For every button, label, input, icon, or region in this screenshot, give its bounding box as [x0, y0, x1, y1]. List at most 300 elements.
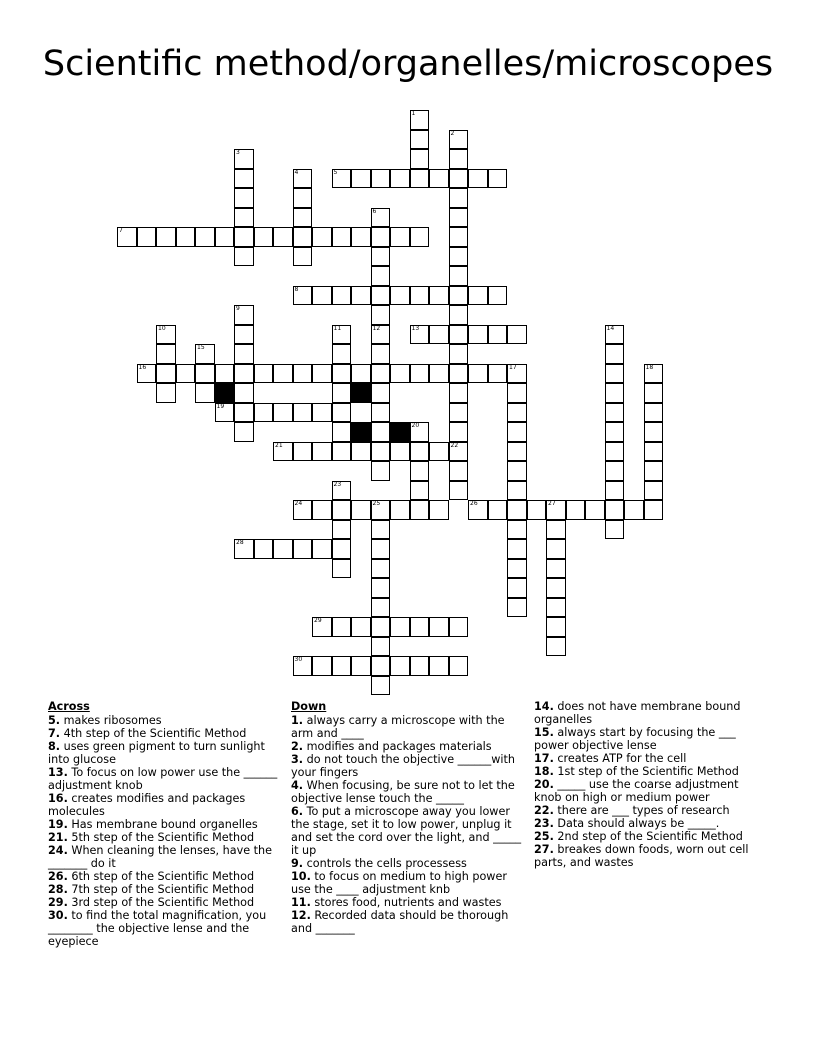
grid-cell[interactable] — [371, 520, 391, 540]
grid-cell[interactable] — [234, 149, 254, 169]
grid-cell[interactable] — [449, 305, 469, 325]
grid-cell[interactable] — [390, 500, 410, 520]
grid-cell[interactable] — [605, 520, 625, 540]
grid-cell[interactable] — [312, 442, 332, 462]
grid-cell[interactable] — [351, 286, 371, 306]
clue-item-text: makes ribosomes — [60, 714, 162, 727]
grid-cell[interactable] — [410, 364, 430, 384]
grid-cell[interactable] — [605, 364, 625, 384]
grid-cell[interactable] — [449, 169, 469, 189]
grid-cell[interactable] — [371, 169, 391, 189]
down-list-continued — [534, 700, 766, 869]
grid-cell[interactable] — [234, 539, 254, 559]
puzzle-title: Scientific method/organelles/microscopes — [42, 44, 774, 84]
grid-cell[interactable] — [449, 227, 469, 247]
grid-cell[interactable] — [371, 617, 391, 637]
clue-number: 1 — [411, 110, 416, 117]
grid-cell[interactable] — [351, 656, 371, 676]
grid-cell[interactable] — [488, 325, 508, 345]
clue-number: 27 — [548, 500, 556, 507]
clue-item-number: 29. — [48, 896, 68, 909]
grid-cell[interactable] — [293, 169, 313, 189]
grid-cell[interactable] — [351, 169, 371, 189]
clue-item-text: To put a microscope away you lower the stage, set it to low power, unplug it and set the cord over the light, and _____ it up — [291, 805, 522, 857]
grid-cell[interactable] — [176, 364, 196, 384]
grid-cell[interactable] — [468, 286, 488, 306]
clue-number: 9 — [236, 305, 240, 312]
grid-cell[interactable] — [234, 364, 254, 384]
grid-cell[interactable] — [449, 286, 469, 306]
clue-item-text: 3rd step of the Scientific Method — [67, 896, 255, 909]
grid-cell[interactable] — [468, 169, 488, 189]
grid-cell[interactable] — [488, 364, 508, 384]
grid-cell[interactable] — [371, 403, 391, 423]
clue-item-text: creates ATP for the cell — [553, 752, 687, 765]
grid-cell[interactable] — [605, 325, 625, 345]
grid-cell[interactable] — [371, 266, 391, 286]
clue-item-number: 2. — [291, 740, 304, 753]
clue-item — [534, 700, 766, 726]
grid-cell[interactable] — [332, 520, 352, 540]
grid-cell[interactable] — [371, 442, 391, 462]
grid-cell[interactable] — [410, 617, 430, 637]
clue-number: 29 — [314, 617, 322, 624]
grid-cell[interactable] — [468, 364, 488, 384]
clue-item-text: 1st step of the Scientific Method — [553, 765, 739, 778]
across-header: Across — [48, 700, 90, 713]
grid-cell[interactable] — [410, 169, 430, 189]
grid-cell[interactable] — [332, 559, 352, 579]
grid-cell[interactable] — [449, 344, 469, 364]
grid-cell[interactable] — [449, 266, 469, 286]
grid-cell[interactable] — [234, 403, 254, 423]
clue-number: 23 — [333, 480, 342, 488]
grid-cell[interactable] — [390, 227, 410, 247]
grid-cell[interactable] — [410, 110, 430, 130]
grid-cell[interactable] — [507, 559, 527, 579]
grid-cell[interactable] — [546, 617, 566, 637]
grid-cell[interactable] — [410, 130, 430, 150]
grid-cell[interactable] — [234, 208, 254, 228]
grid-cell[interactable] — [644, 442, 664, 462]
grid-cell[interactable] — [371, 227, 391, 247]
grid-cell[interactable] — [390, 286, 410, 306]
down-clues-continued — [534, 700, 766, 869]
clue-item-text: When cleaning the lenses, have the _______ do it — [48, 844, 273, 870]
grid-cell[interactable] — [293, 208, 313, 228]
clue-item-text: do not touch the objective ______with your fingers — [291, 753, 515, 779]
clue-number: 20 — [411, 422, 420, 429]
grid-cell[interactable] — [293, 539, 313, 559]
grid-cell[interactable] — [137, 364, 157, 384]
grid-cell[interactable] — [488, 169, 508, 189]
clue-number: 6 — [372, 207, 377, 215]
grid-cell[interactable] — [410, 325, 430, 345]
grid-cell[interactable] — [644, 364, 664, 384]
grid-cell[interactable] — [273, 539, 293, 559]
clue-item — [48, 714, 280, 727]
grid-cell[interactable] — [312, 227, 332, 247]
grid-cell[interactable] — [390, 656, 410, 676]
grid-cell[interactable] — [332, 481, 352, 501]
grid-cell[interactable] — [293, 442, 313, 462]
grid-cell[interactable] — [546, 559, 566, 579]
grid-cell[interactable] — [371, 637, 391, 657]
clue-item-number: 9. — [291, 857, 304, 870]
grid-cell[interactable] — [507, 383, 527, 403]
grid-cell[interactable] — [468, 325, 488, 345]
clue-number: 8 — [294, 285, 299, 293]
grid-cell[interactable] — [332, 364, 352, 384]
grid-cell[interactable] — [449, 364, 469, 384]
grid-cell[interactable] — [371, 286, 391, 306]
grid-cell[interactable] — [234, 169, 254, 189]
grid-cell[interactable] — [254, 364, 274, 384]
grid-cell[interactable] — [234, 247, 254, 267]
clue-item-number: 23. — [534, 817, 554, 830]
grid-cell[interactable] — [488, 286, 508, 306]
grid-cell[interactable] — [449, 442, 469, 462]
grid-cell[interactable] — [254, 539, 274, 559]
grid-cell[interactable] — [371, 598, 391, 618]
grid-cell[interactable] — [371, 208, 391, 228]
grid-cell[interactable] — [605, 481, 625, 501]
grid-cell[interactable] — [624, 500, 644, 520]
grid-cell[interactable] — [195, 227, 215, 247]
grid-cell[interactable] — [234, 422, 254, 442]
grid-cell[interactable] — [507, 461, 527, 481]
grid-cell[interactable] — [449, 383, 469, 403]
grid-cell[interactable] — [546, 578, 566, 598]
grid-cell[interactable] — [410, 286, 430, 306]
grid-cell[interactable] — [507, 364, 527, 384]
grid-cell[interactable] — [273, 442, 293, 462]
grid-cell[interactable] — [332, 500, 352, 520]
clue-item-number: 1. — [291, 714, 304, 727]
clue-item — [48, 727, 280, 740]
clue-item-number: 25. — [534, 830, 554, 843]
clue-item — [48, 818, 280, 831]
clue-item-number: 12. — [291, 909, 311, 922]
grid-cell[interactable] — [371, 656, 391, 676]
grid-cell[interactable] — [371, 422, 391, 442]
grid-cell[interactable] — [332, 656, 352, 676]
clue-item — [291, 896, 523, 909]
clue-item — [291, 805, 523, 857]
grid-cell[interactable] — [312, 617, 332, 637]
clue-item-text: there are ___ types of research — [553, 804, 730, 817]
clue-number: 14 — [606, 324, 615, 332]
grid-cell[interactable] — [312, 539, 332, 559]
grid-cell[interactable] — [156, 227, 176, 247]
grid-cell[interactable] — [234, 325, 254, 345]
grid-cell[interactable] — [234, 383, 254, 403]
grid-cell[interactable] — [507, 578, 527, 598]
clue-item — [534, 752, 766, 765]
clue-item-number: 4. — [291, 779, 304, 792]
grid-cell[interactable] — [449, 617, 469, 637]
grid-cell[interactable] — [332, 422, 352, 442]
grid-cell[interactable] — [410, 481, 430, 501]
grid-cell[interactable] — [605, 442, 625, 462]
clue-item-number: 19. — [48, 818, 68, 831]
clue-item-text: When focusing, be sure not to let the objective lense touch the _____ — [291, 779, 515, 805]
grid-cell[interactable] — [429, 286, 449, 306]
grid-cell[interactable] — [644, 422, 664, 442]
clue-item-text: _____ use the coarse adjustment knob on high or medium power — [534, 778, 739, 804]
grid-cell[interactable] — [312, 364, 332, 384]
grid-cell[interactable] — [488, 500, 508, 520]
grid-cell[interactable] — [605, 422, 625, 442]
grid-cell[interactable] — [390, 364, 410, 384]
grid-cell[interactable] — [449, 188, 469, 208]
grid-cell[interactable] — [546, 500, 566, 520]
grid-cell[interactable] — [410, 422, 430, 442]
clue-item-number: 18. — [534, 765, 554, 778]
grid-cell[interactable] — [351, 227, 371, 247]
grid-cell[interactable] — [566, 500, 586, 520]
clue-item — [291, 909, 523, 935]
grid-cell[interactable] — [293, 364, 313, 384]
grid-cell[interactable] — [273, 364, 293, 384]
grid-cell[interactable] — [371, 325, 391, 345]
clue-number: 18 — [645, 363, 654, 371]
grid-cell[interactable] — [351, 364, 371, 384]
grid-cell[interactable] — [507, 539, 527, 559]
grid-cell[interactable] — [507, 403, 527, 423]
grid-cell[interactable] — [410, 461, 430, 481]
grid-cell[interactable] — [371, 559, 391, 579]
clue-item-text: Has membrane bound organelles — [67, 818, 258, 831]
clue-item-number: 24. — [48, 844, 68, 857]
grid-cell[interactable] — [195, 383, 215, 403]
grid-cell[interactable] — [293, 403, 313, 423]
grid-cell[interactable] — [390, 442, 410, 462]
clue-item-text: Data should always be _____. — [553, 817, 720, 830]
clue-item — [48, 896, 280, 909]
clue-item-number: 21. — [48, 831, 68, 844]
grid-cell[interactable] — [507, 442, 527, 462]
down-list — [291, 714, 523, 935]
grid-cell[interactable] — [449, 656, 469, 676]
grid-cell[interactable] — [176, 227, 196, 247]
grid-cell[interactable] — [410, 656, 430, 676]
grid-cell[interactable] — [644, 461, 664, 481]
grid-cell[interactable] — [293, 188, 313, 208]
grid-cell[interactable] — [215, 364, 235, 384]
grid-cell[interactable] — [410, 442, 430, 462]
grid-cell[interactable] — [507, 325, 527, 345]
grid-cell[interactable] — [332, 403, 352, 423]
grid-cell[interactable] — [293, 286, 313, 306]
grid-cell[interactable] — [332, 169, 352, 189]
grid-cell[interactable] — [332, 539, 352, 559]
grid-cell[interactable] — [273, 403, 293, 423]
grid-cell[interactable] — [429, 500, 449, 520]
grid-cell[interactable] — [371, 500, 391, 520]
grid-cell[interactable] — [449, 247, 469, 267]
grid-cell[interactable] — [215, 403, 235, 423]
clue-item-number: 17. — [534, 752, 554, 765]
grid-cell[interactable] — [312, 656, 332, 676]
grid-cell[interactable] — [449, 481, 469, 501]
clue-item-text: modifies and packages materials — [303, 740, 492, 753]
clue-item-text: to find the total magnification, you ________ the objective lense and the eyepiece — [48, 909, 267, 948]
grid-cell[interactable] — [429, 325, 449, 345]
clue-item-text: 5th step of the Scientific Method — [67, 831, 255, 844]
grid-cell[interactable] — [332, 617, 352, 637]
grid-cell[interactable] — [156, 344, 176, 364]
grid-cell[interactable] — [449, 208, 469, 228]
grid-cell[interactable] — [312, 403, 332, 423]
grid-cell[interactable] — [293, 500, 313, 520]
grid-cell[interactable] — [468, 500, 488, 520]
grid-cell[interactable] — [429, 656, 449, 676]
clue-number: 26 — [470, 500, 478, 507]
grid-cell[interactable] — [195, 364, 215, 384]
grid-cell[interactable] — [273, 227, 293, 247]
grid-cell[interactable] — [137, 227, 157, 247]
clue-item-number: 22. — [534, 804, 554, 817]
grid-cell[interactable] — [371, 364, 391, 384]
grid-cell[interactable] — [429, 442, 449, 462]
grid-cell[interactable] — [644, 481, 664, 501]
grid-cell[interactable] — [332, 383, 352, 403]
grid-cell[interactable] — [234, 344, 254, 364]
grid-cell[interactable] — [605, 383, 625, 403]
grid-cell[interactable] — [215, 227, 235, 247]
grid-cell[interactable] — [449, 403, 469, 423]
grid-cell[interactable] — [312, 286, 332, 306]
grid-cell[interactable] — [293, 247, 313, 267]
clue-item-text: 6th step of the Scientific Method — [67, 870, 255, 883]
grid-cell[interactable] — [371, 676, 391, 696]
clue-item — [534, 817, 766, 830]
grid-cell[interactable] — [546, 637, 566, 657]
grid-cell[interactable] — [254, 403, 274, 423]
grid-cell[interactable] — [254, 227, 274, 247]
grid-cell[interactable] — [546, 520, 566, 540]
grid-cell[interactable] — [449, 422, 469, 442]
grid-cell[interactable] — [410, 500, 430, 520]
grid-cell[interactable] — [371, 344, 391, 364]
grid-cell[interactable] — [410, 227, 430, 247]
grid-cell[interactable] — [293, 227, 313, 247]
clue-item — [48, 844, 280, 870]
grid-cell[interactable] — [332, 442, 352, 462]
grid-cell[interactable] — [234, 188, 254, 208]
grid-cell[interactable] — [371, 578, 391, 598]
grid-cell[interactable] — [449, 149, 469, 169]
grid-cell[interactable] — [605, 500, 625, 520]
grid-cell[interactable] — [507, 481, 527, 501]
grid-cell[interactable] — [371, 383, 391, 403]
grid-cell[interactable] — [371, 305, 391, 325]
grid-cell[interactable] — [332, 325, 352, 345]
clue-number: 4 — [294, 168, 299, 176]
clue-item-text: creates modifies and packages molecules — [48, 792, 246, 818]
block-cell — [351, 422, 371, 442]
clue-item-number: 5. — [48, 714, 61, 727]
grid-cell[interactable] — [234, 305, 254, 325]
clue-item — [291, 870, 523, 896]
grid-cell[interactable] — [605, 403, 625, 423]
grid-cell[interactable] — [527, 500, 547, 520]
grid-cell[interactable] — [429, 617, 449, 637]
grid-cell[interactable] — [117, 227, 137, 247]
grid-cell[interactable] — [507, 598, 527, 618]
clue-item-text: does not have membrane bound organelles — [534, 700, 741, 726]
clue-item-number: 13. — [48, 766, 68, 779]
grid-cell[interactable] — [429, 364, 449, 384]
grid-cell[interactable] — [605, 461, 625, 481]
grid-cell[interactable] — [390, 617, 410, 637]
across-list — [48, 714, 280, 948]
grid-cell[interactable] — [332, 227, 352, 247]
clue-item — [534, 843, 766, 869]
clue-number: 12 — [372, 324, 381, 332]
grid-cell[interactable] — [429, 169, 449, 189]
grid-cell[interactable] — [312, 500, 332, 520]
clue-item-number: 27. — [534, 843, 554, 856]
grid-cell[interactable] — [371, 247, 391, 267]
clue-item-number: 10. — [291, 870, 311, 883]
clue-number: 5 — [333, 168, 338, 176]
grid-cell[interactable] — [644, 383, 664, 403]
grid-cell[interactable] — [234, 227, 254, 247]
grid-cell[interactable] — [644, 500, 664, 520]
grid-cell[interactable] — [351, 500, 371, 520]
clue-number: 25 — [372, 500, 381, 507]
grid-cell[interactable] — [507, 500, 527, 520]
clue-item — [48, 740, 280, 766]
grid-cell[interactable] — [585, 500, 605, 520]
clue-item-text: breakes down foods, worn out cell parts, and wastes — [534, 843, 749, 869]
grid-cell[interactable] — [449, 130, 469, 150]
grid-cell[interactable] — [546, 598, 566, 618]
grid-cell[interactable] — [293, 656, 313, 676]
clue-item — [291, 857, 523, 870]
grid-cell[interactable] — [371, 539, 391, 559]
clue-item-text: Recorded data should be thorough and _______ — [291, 909, 509, 935]
clue-number: 2 — [450, 129, 455, 137]
grid-cell[interactable] — [371, 461, 391, 481]
clue-item-number: 16. — [48, 792, 68, 805]
block-cell — [215, 383, 235, 403]
grid-cell[interactable] — [156, 325, 176, 345]
grid-cell[interactable] — [351, 442, 371, 462]
grid-cell[interactable] — [351, 617, 371, 637]
grid-cell[interactable] — [390, 169, 410, 189]
grid-cell[interactable] — [644, 403, 664, 423]
grid-cell[interactable] — [410, 149, 430, 169]
grid-cell[interactable] — [605, 344, 625, 364]
grid-cell[interactable] — [507, 520, 527, 540]
grid-cell[interactable] — [449, 461, 469, 481]
grid-cell[interactable] — [332, 286, 352, 306]
grid-cell[interactable] — [156, 364, 176, 384]
grid-cell[interactable] — [449, 325, 469, 345]
grid-cell[interactable] — [546, 539, 566, 559]
grid-cell[interactable] — [156, 383, 176, 403]
grid-cell[interactable] — [332, 344, 352, 364]
grid-cell[interactable] — [195, 344, 215, 364]
clue-number: 15 — [197, 344, 205, 351]
clue-item-number: 15. — [534, 726, 554, 739]
grid-cell[interactable] — [507, 422, 527, 442]
clue-item-number: 14. — [534, 700, 554, 713]
clue-item — [534, 830, 766, 843]
